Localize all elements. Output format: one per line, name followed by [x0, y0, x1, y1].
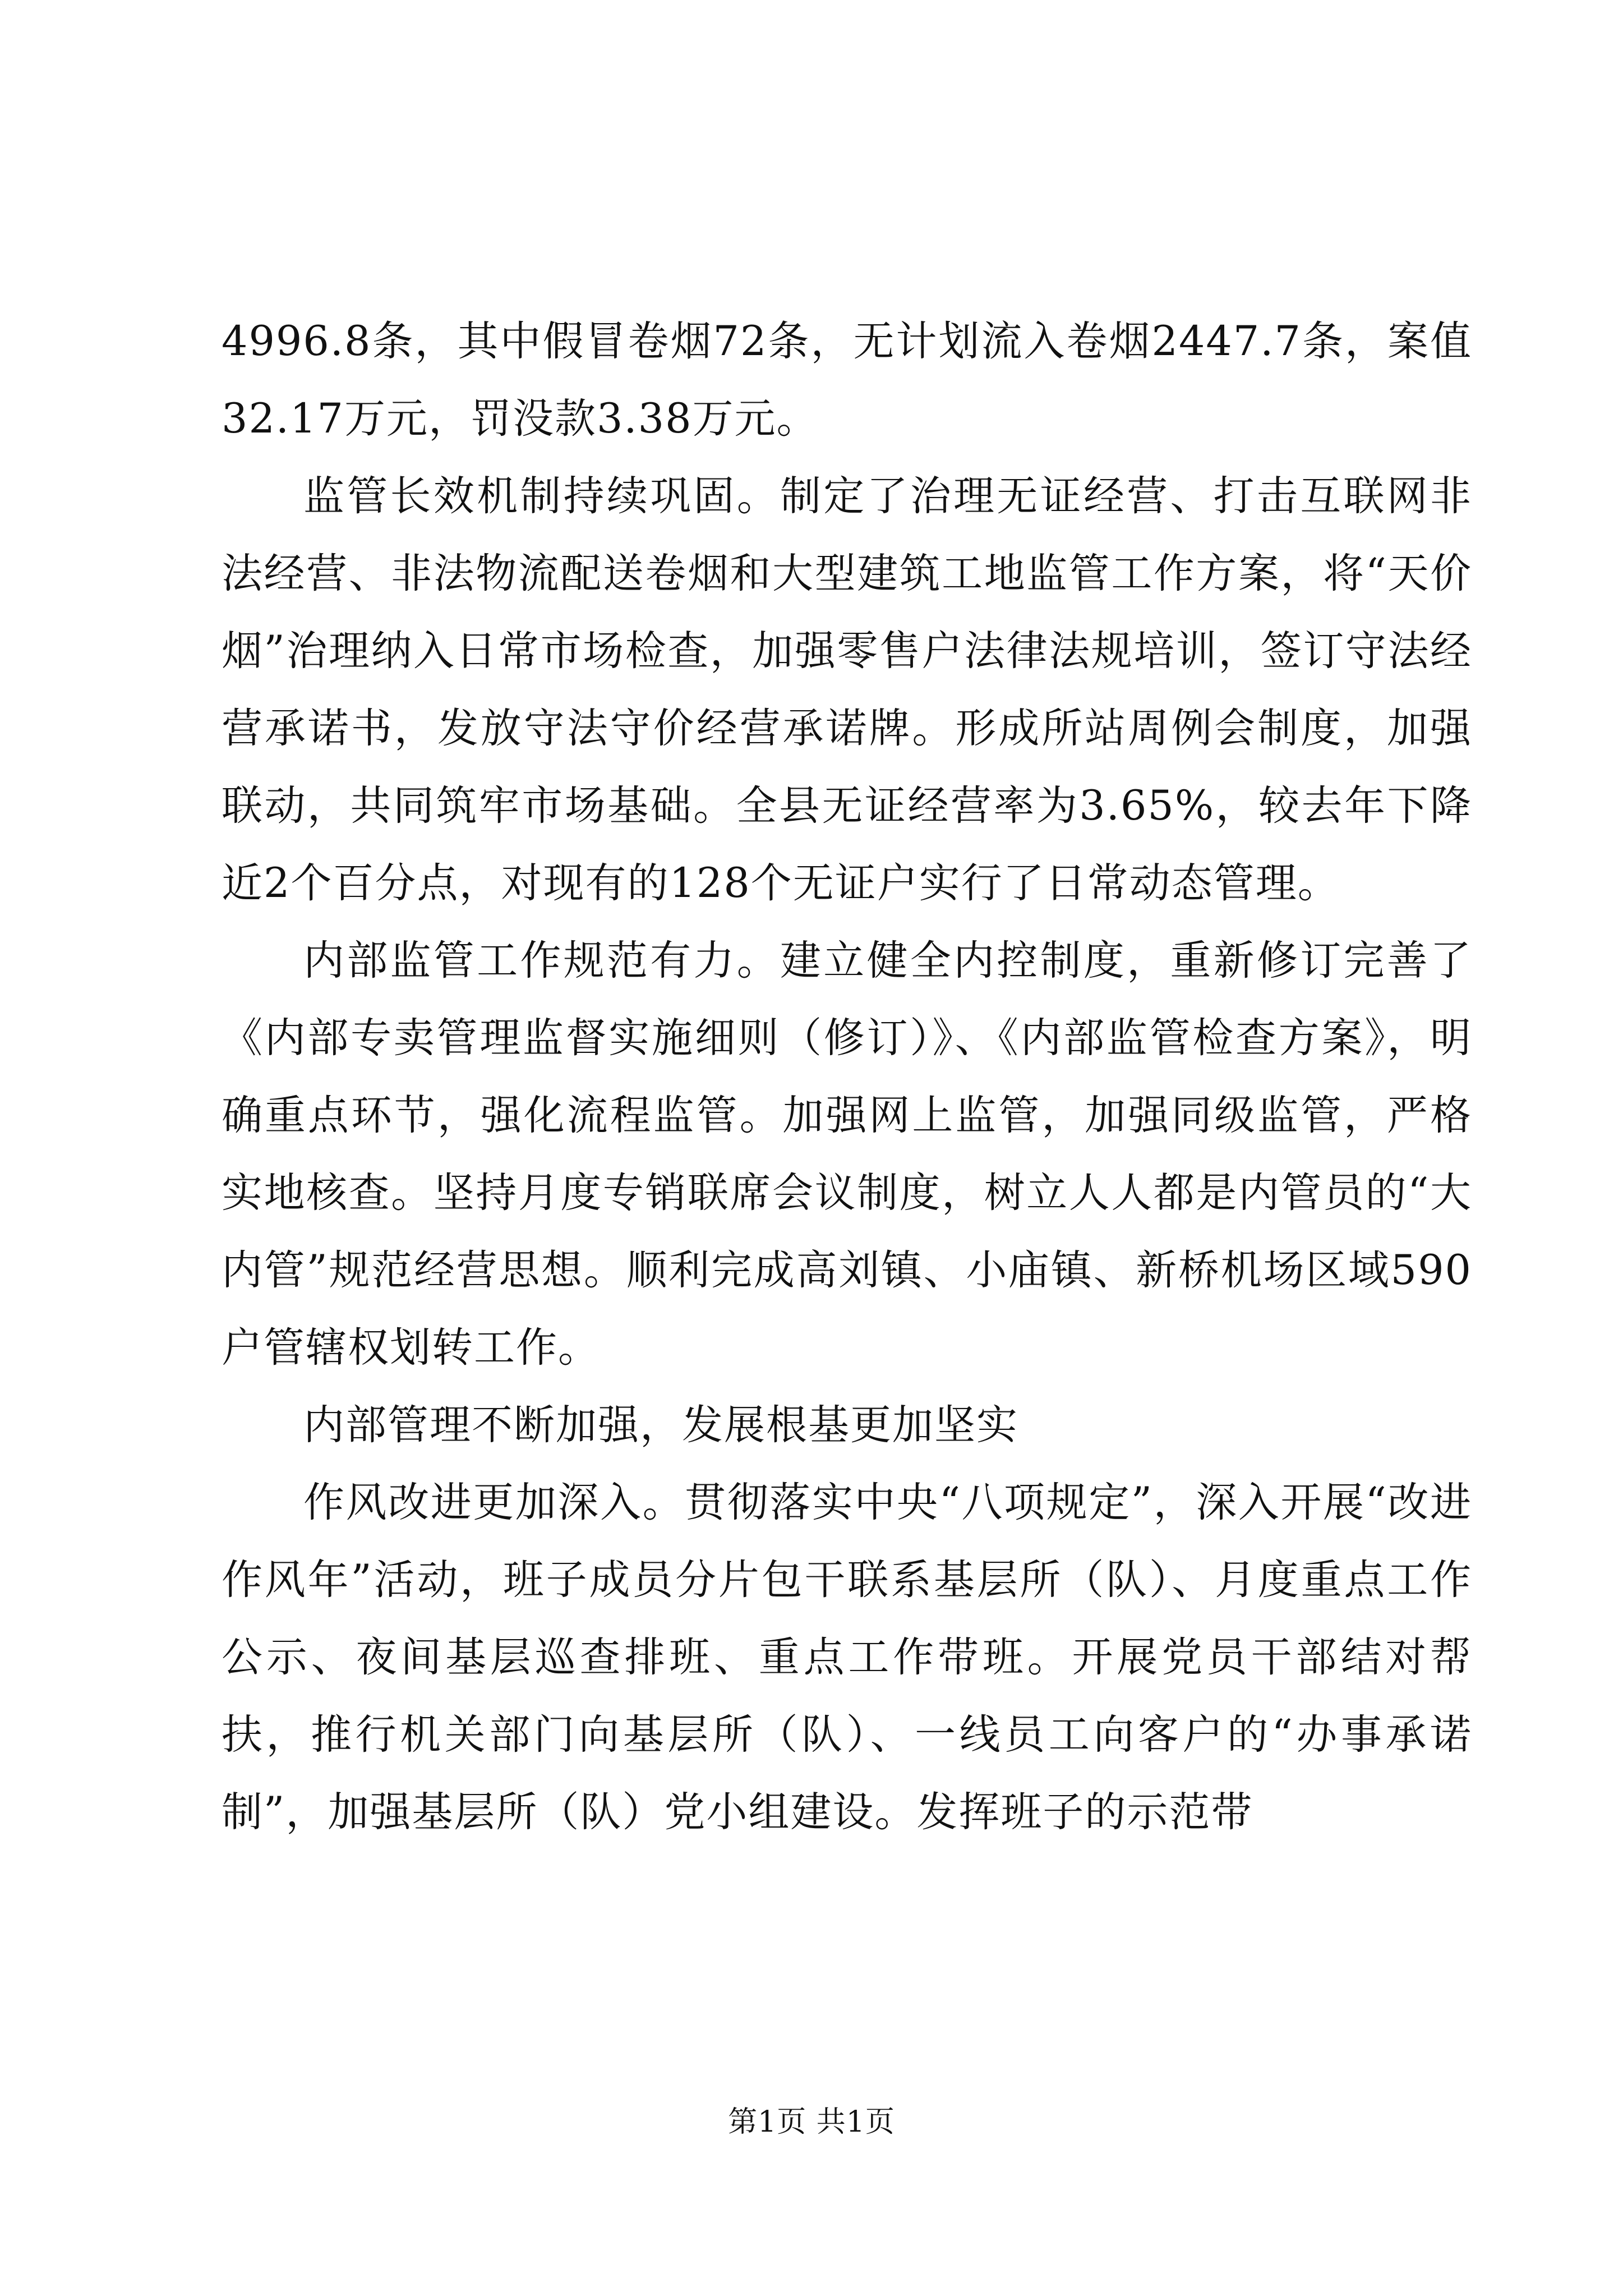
paragraph-supervision-mechanism: 监管长效机制持续巩固。制定了治理无证经营、打击互联网非法经营、非法物流配送卷烟和大型建筑工地监管工作方案，将“天价烟”治理纳入日常市场检查，加强零售户法律法规培训，签订守法经营承诺书，发放守法守价经营承诺牌。形成所站周例会制度，加强联动，共同筑牢市场基础。全县无证经营率为3.65%，较去年下降近2个百分点，对现有的128个无证户实行了日常动态管理。: [222, 472, 1472, 907]
paragraph-internal-supervision: 内部监管工作规范有力。建立健全内控制度，重新修订完善了《内部专卖管理监督实施细则（修订）》、《内部监管检查方案》，明确重点环节，强化流程监管。加强网上监管，加强同级监管，严格实地核查。坚持月度专销联席会议制度，树立人人都是内管员的“大内管”规范经营思想。顺利完成高刘镇、小庙镇、新桥机场区域590户管辖权划转工作。: [222, 937, 1472, 1372]
paragraph-case-statistics: 4996.8条，其中假冒卷烟72条，无计划流入卷烟2447.7条，案值32.17万元，罚没款3.38万元。: [222, 318, 1472, 443]
paragraph-work-style: 作风改进更加深入。贯彻落实中央“八项规定”，深入开展“改进作风年”活动，班子成员分片包干联系基层所（队）、月度重点工作公示、夜间基层巡查排班、重点工作带班。开展党员干部结对帮扶，推行机关部门向基层所（队）、一线员工向客户的“办事承诺制”，加强基层所（队）党小组建设。发挥班子的示范带: [222, 1479, 1472, 1836]
document-body: [222, 303, 1472, 1851]
section-heading-internal-management: 内部管理不断加强，发展根基更加坚实: [303, 1401, 1018, 1449]
page-number-footer: 第1页 共1页: [728, 2105, 895, 2139]
